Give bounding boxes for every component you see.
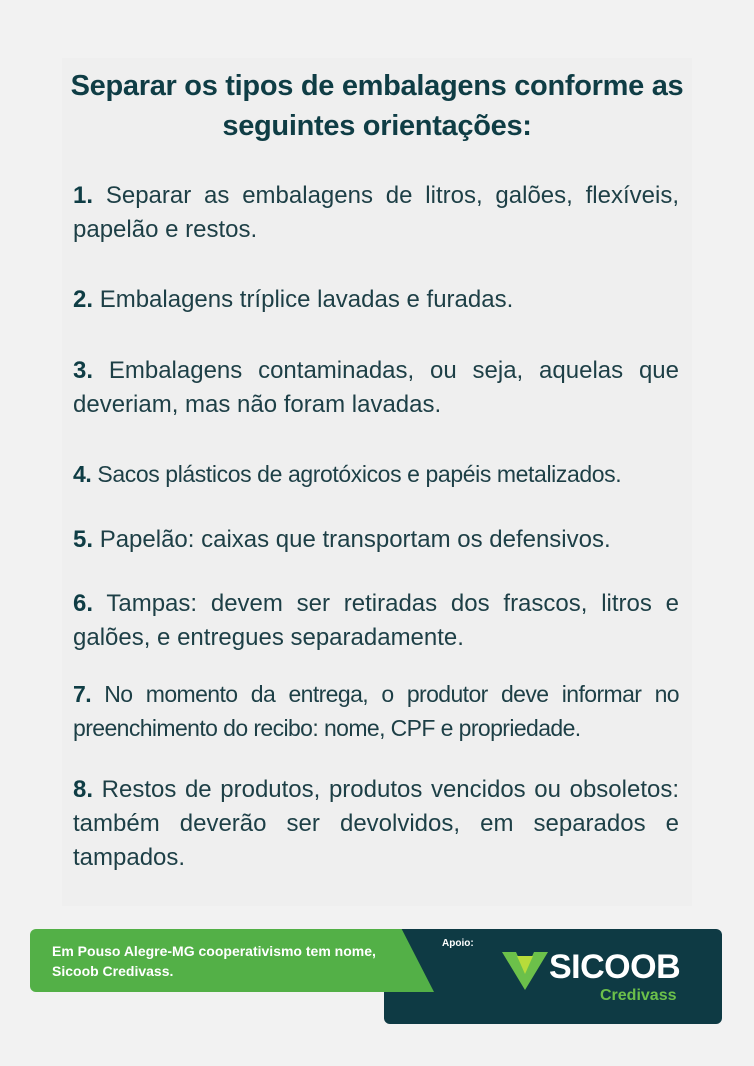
list-item — [73, 179, 679, 247]
brand-name: SICOOB — [549, 948, 681, 986]
item-text: Papelão: caixas que transportam os defensivos. — [99, 526, 611, 553]
item-number: 3. — [73, 357, 94, 384]
list-item — [73, 523, 679, 557]
page-title: Separar os tipos de embalagens conforme as seguintes orientações: — [70, 70, 684, 142]
list-item — [73, 773, 679, 875]
item-number: 2. — [73, 286, 94, 313]
item-text: Separar as embalagens de litros, galões, flexíveis, papelão e restos. — [73, 182, 679, 243]
footer-slogan: Em Pouso Alegre-MG cooperativismo tem nome, Sicoob Credivass. — [52, 943, 376, 979]
item-text: Embalagens contaminadas, ou seja, aquelas que deveriam, mas não foram lavadas. — [73, 357, 679, 418]
item-number: 7. — [73, 681, 91, 707]
item-number: 6. — [73, 590, 94, 617]
item-number: 4. — [73, 461, 92, 487]
support-label: Apoio: — [442, 938, 474, 949]
item-text: Tampas: devem ser retiradas dos frascos, litros e galões, e entregues separadamente. — [73, 590, 679, 651]
list-item — [73, 283, 679, 317]
list-item — [73, 354, 679, 422]
item-text: No momento da entrega, o produtor deve informar no preenchimento do recibo: nome, CPF e propriedade. — [73, 681, 679, 741]
item-number: 1. — [73, 182, 94, 209]
item-number: 8. — [73, 776, 94, 803]
item-text: Embalagens tríplice lavadas e furadas. — [99, 286, 514, 313]
list-item — [73, 587, 679, 655]
brand-subtitle: Credivass — [600, 987, 677, 1004]
item-number: 5. — [73, 526, 94, 553]
item-text: Sacos plásticos de agrotóxicos e papéis metalizados. — [97, 461, 622, 487]
list-item — [73, 457, 679, 491]
list-item — [73, 677, 679, 745]
sicoob-logo-icon — [502, 950, 548, 990]
item-text: Restos de produtos, produtos vencidos ou obsoletos: também deverão ser devolvidos, em separados e tampados. — [73, 776, 680, 871]
